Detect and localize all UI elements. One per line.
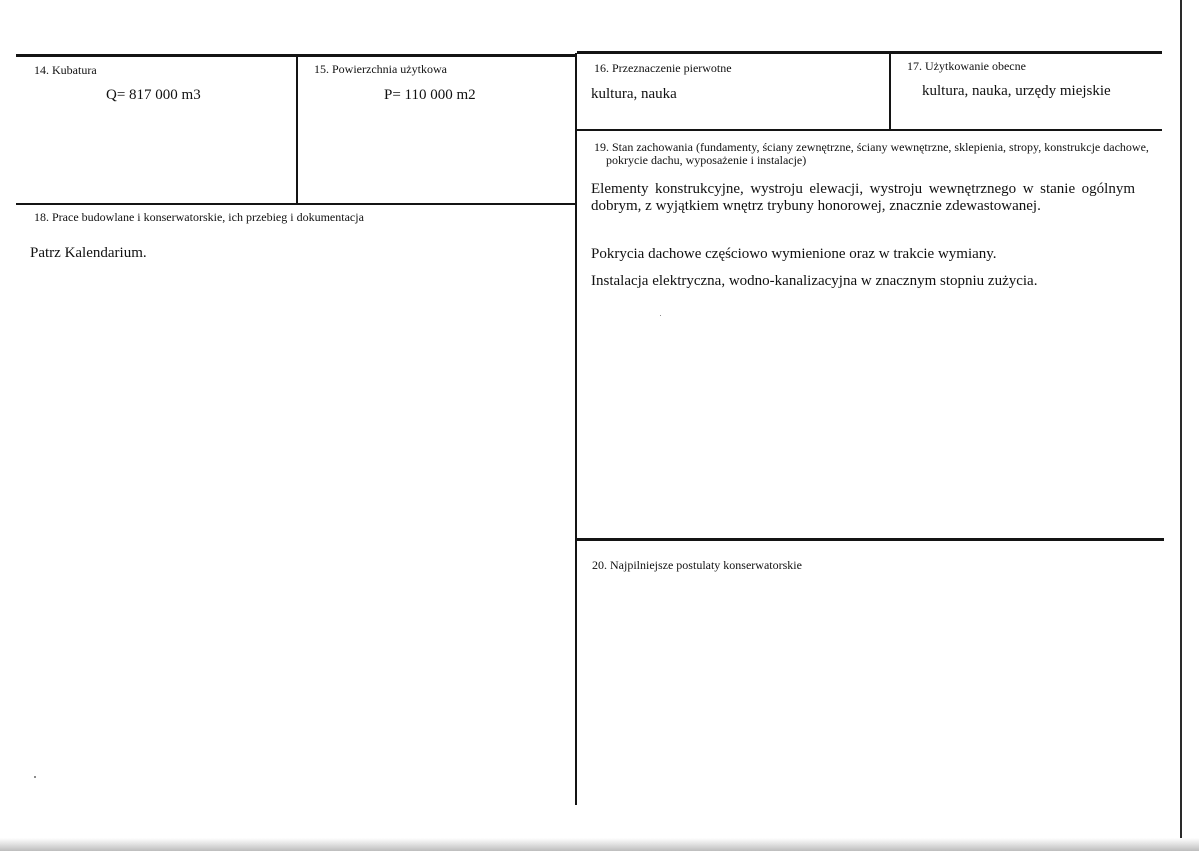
scan-speck [34, 776, 36, 778]
rule-right-19 [577, 129, 1162, 131]
field-16-label: 16. Przeznaczenie pierwotne [594, 61, 732, 75]
scan-edge-bottom [0, 838, 1199, 851]
field-17-label: 17. Użytkowanie obecne [907, 59, 1026, 73]
field-19-label: 19. Stan zachowania (fundamenty, ściany zewnętrzne, ściany wewnętrzne, sklepienia, stropy, konstrukcje dachowe, pokrycie dachu, wyposażenie i instalacje) [594, 140, 1149, 167]
field-15-value: P= 110 000 m2 [384, 87, 476, 103]
rule-divider-14-15 [296, 55, 298, 204]
rule-right-20 [577, 538, 1164, 541]
field-14-value: Q= 817 000 m3 [106, 87, 201, 103]
rule-center-vertical [575, 53, 577, 805]
field-20-label: 20. Najpilniejsze postulaty konserwatorskie [592, 558, 802, 572]
scan-speck [660, 315, 661, 316]
field-16-value: kultura, nauka [591, 86, 677, 102]
field-19-paragraph-3: Instalacja elektryczna, wodno-kanalizacyjna w znacznym stopniu zużycia. [591, 273, 1038, 289]
scan-edge-right [1180, 0, 1182, 851]
field-15-label: 15. Powierzchnia użytkowa [314, 62, 447, 76]
rule-divider-16-17 [889, 52, 891, 130]
field-19-paragraph-2: Pokrycia dachowe częściowo wymienione oraz w trakcie wymiany. [591, 246, 997, 262]
field-18-label: 18. Prace budowlane i konserwatorskie, ich przebieg i dokumentacja [34, 210, 364, 224]
field-17-value: kultura, nauka, urzędy miejskie [922, 83, 1111, 99]
rule-left-18 [16, 203, 577, 205]
field-14-label: 14. Kubatura [34, 63, 97, 77]
field-19-paragraph-1: Elementy konstrukcyjne, wystroju elewacji, wystroju wewnętrznego w stanie ogólnym dobrym, z wyjątkiem wnętrz trybuny honorowej, znacznie zdewastowanej. [591, 181, 1135, 214]
rule-top-right [577, 51, 1162, 54]
field-18-value: Patrz Kalendarium. [30, 245, 147, 261]
